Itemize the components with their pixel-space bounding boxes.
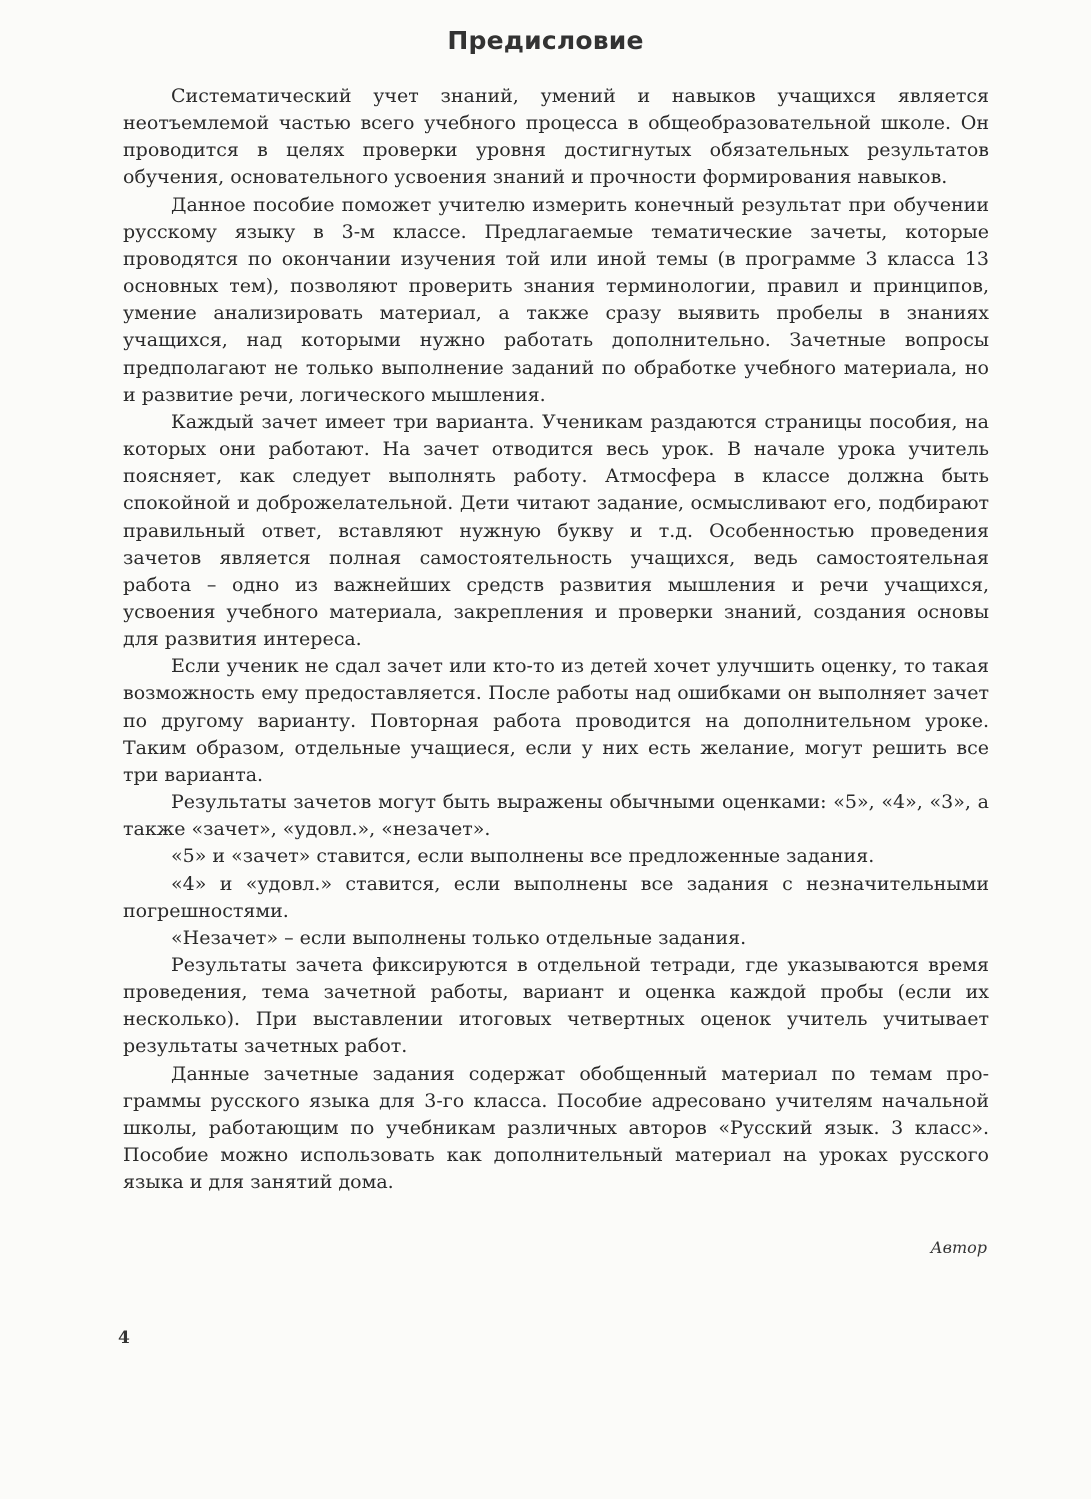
page-title: Предисловие (447, 26, 644, 55)
paragraph: Результаты зачета фиксируются в отдельной тетради, где указываются время проведения, тема зачетной работы, вариант и оценка каждой пробы (если их несколько). При выставлении итоговых четвертных оценок учитель учитывает результаты зачетных работ. (123, 954, 989, 1058)
paragraph: Данные зачетные задания содержат обобщенный материал по темам программы русского языка для 3-го класса. Пособие адресовано учителям начальной школы, работающим по учебникам различных авторов «Русский язык. 3 класс». Пособие можно использовать как дополнительный материал на уроках русского языка и для занятий дома. (123, 1062, 989, 1194)
page-number: 4 (118, 1328, 130, 1348)
paragraph: «4» и «удовл.» ставится, если выполнены все задания с незначительными погрешностями. (123, 872, 989, 922)
body-text (123, 83, 989, 1196)
paragraph: «5» и «зачет» ставится, если выполнены все предложенные задания. (171, 845, 875, 868)
paragraph: Если ученик не сдал зачет или кто-то из детей хочет улучшить оценку, то такая возможность ему предоставляется. После работы над ошибками он выполняет зачет по другому варианту. Повторная работа проводится на дополнительном уроке. Таким образом, отдельные учащиеся, если у них есть желание, могут решить все три варианта. (123, 655, 989, 786)
paragraph: Систематический учет знаний, умений и навыков учащихся является неотъемлемой частью всего учебного процесса в общеобразовательной школе. Он проводится в целях проверки уровня достигнутых обязательных результатов обучения, основательного усвоения знаний и прочности формирования навыков. (123, 85, 989, 189)
paragraph: Результаты зачетов могут быть выражены обычными оценками: «5», «4», «3», а также «зачет», «удовл.», «незачет». (123, 791, 989, 841)
paragraph: «Незачет» – если выполнены только отдельные задания. (171, 926, 747, 949)
paragraph: Данное пособие поможет учителю измерить конечный результат при обучении русскому языку в 3-м классе. Предлагаемые тематические зачеты, которые проводятся по окончании изучения той или иной темы (в программе 3 класса 13 основных тем), позволяют проверить знания терминологии, правил и принципов, умение анализировать материал, а также сразу выявить пробелы в знаниях учащихся, над которыми нужно работать дополнительно. Зачетные вопросы предполагают не только выполнение заданий по обработке учебного материала, но и развитие речи, логического мышления. (123, 193, 989, 406)
paragraph: Каждый зачет имеет три варианта. Ученикам раздаются страницы пособия, на которых они работают. На зачет отводится весь урок. В начале урока учитель поясняет, как следует выполнять работу. Атмосфера в классе должна быть спокойной и доброжелательной. Дети читают задание, осмысливают его, подбирают правильный ответ, вставляют нужную букву и т.д. Особенностью проведения зачетов является полная самостоятельность учащихся, ведь самостоятельная работа – одно из важнейших средств развития мышления и речи учащихся, усвоения учебного материала, закрепления и проверки знаний, создания основы для развития интереса. (123, 410, 989, 651)
author-signature: Автор (930, 1238, 987, 1257)
